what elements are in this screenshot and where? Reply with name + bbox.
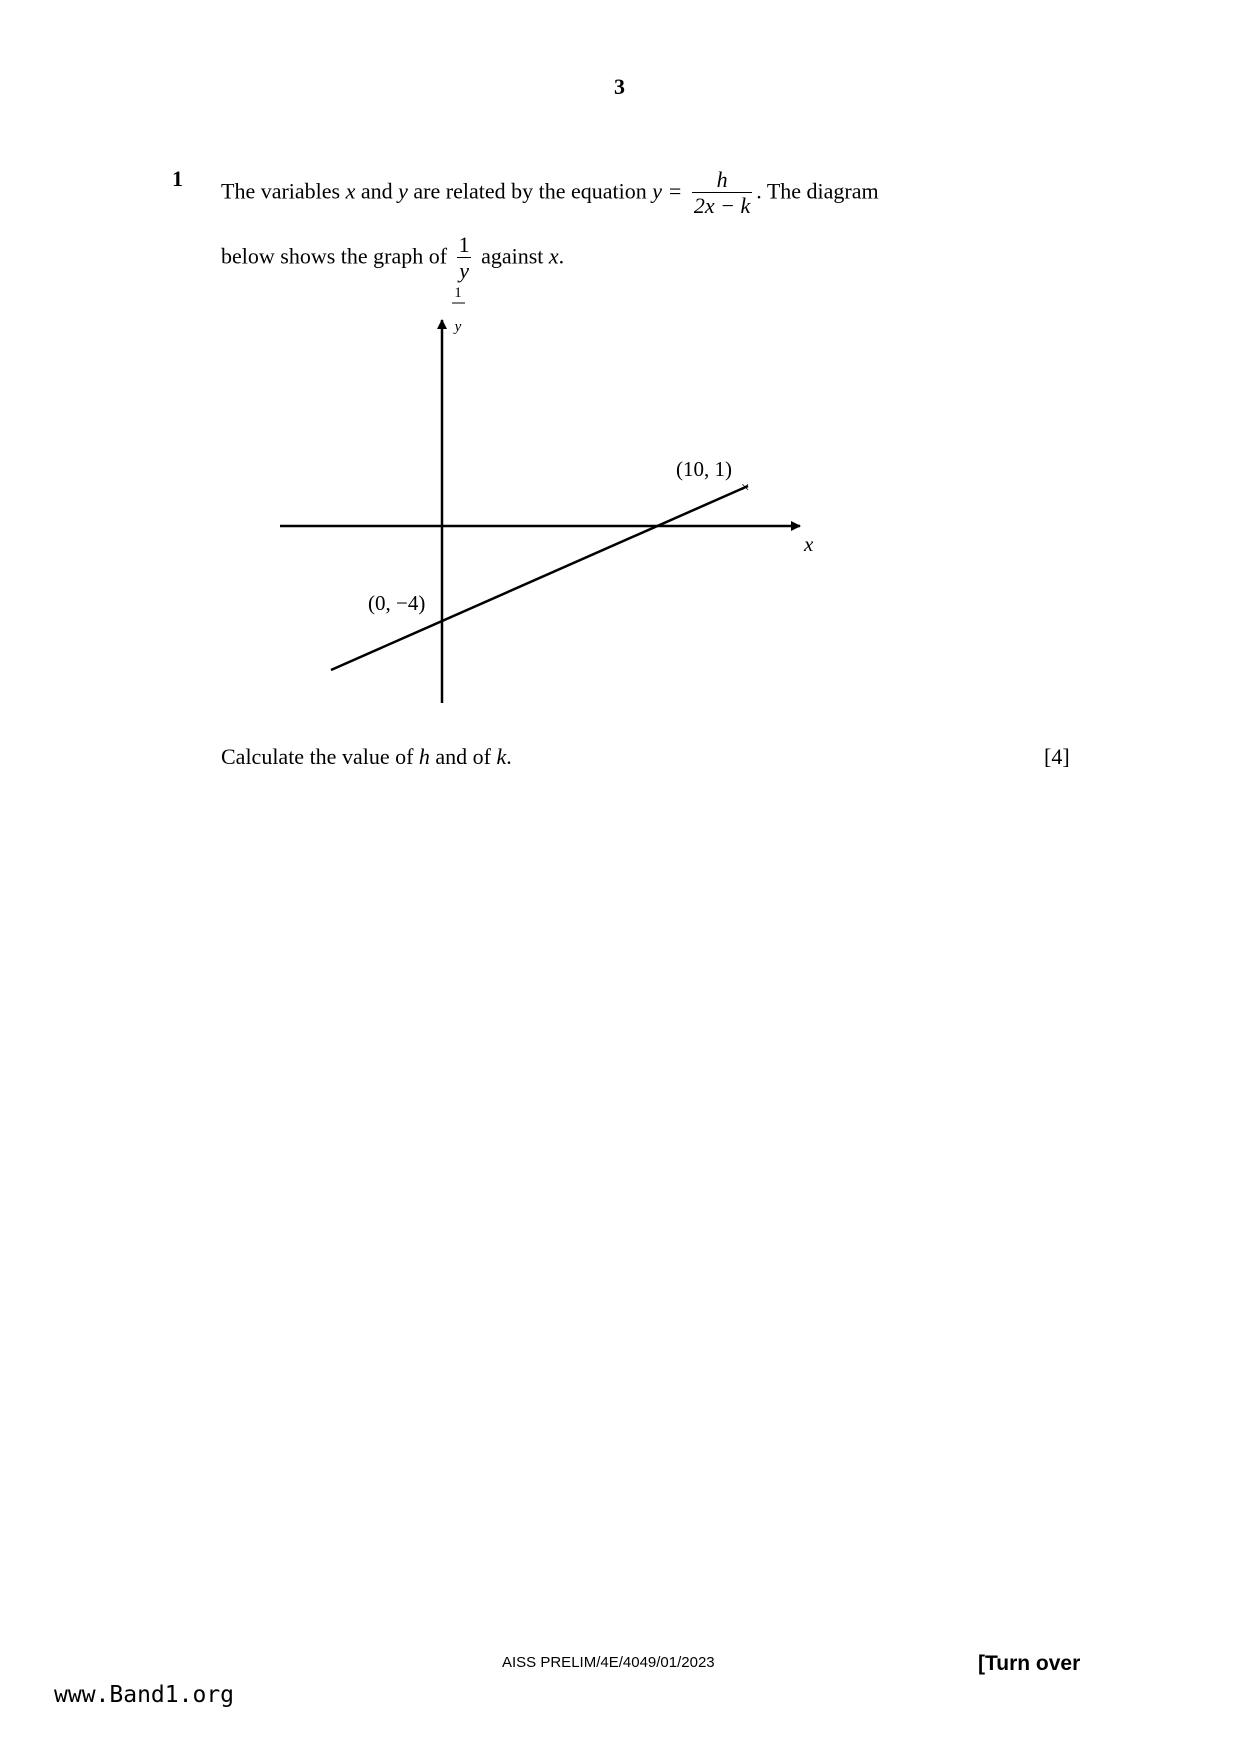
y-axis-label-num: 1 (454, 285, 462, 301)
point-label-0-neg4: (0, −4) (368, 591, 426, 615)
point-marker: × (741, 480, 750, 496)
var-h: h (418, 744, 430, 769)
y-axis-label-den: y (454, 319, 462, 335)
equation-denominator: 2x − k (693, 193, 751, 218)
x-axis-label: x (804, 532, 814, 556)
var-k: k (496, 744, 507, 769)
fraction-numerator: 1 (458, 232, 470, 257)
question-text: . (558, 243, 565, 269)
var-x: x (548, 243, 559, 269)
graph-line (331, 486, 748, 670)
var-y: y (398, 178, 408, 204)
question-text: The variables (221, 178, 346, 204)
question-text: and (355, 178, 399, 204)
task-text: and of (429, 744, 497, 769)
question-text: against (481, 243, 549, 269)
point-label-10-1: (10, 1) (676, 457, 732, 481)
question-text: . The diagram (756, 178, 879, 204)
fraction-denominator: y (459, 258, 469, 283)
task-text: Calculate the value of (221, 744, 419, 769)
var-x: x (345, 178, 356, 204)
paper-code: AISS PRELIM/4E/4049/01/2023 (502, 1654, 715, 1671)
equation-lhs: y = (652, 178, 683, 204)
question-task (221, 744, 512, 770)
page-number: 3 (614, 74, 625, 99)
marks-allocation: [4] (1044, 744, 1070, 769)
question-text: below shows the graph of (221, 243, 453, 269)
task-text: . (506, 744, 512, 769)
website-watermark: www.Band1.org (54, 1682, 235, 1708)
question-text: are related by the equation (407, 178, 653, 204)
question-number: 1 (172, 166, 183, 191)
turn-over-label: [Turn over (978, 1652, 1081, 1675)
equation-numerator: h (716, 167, 728, 192)
